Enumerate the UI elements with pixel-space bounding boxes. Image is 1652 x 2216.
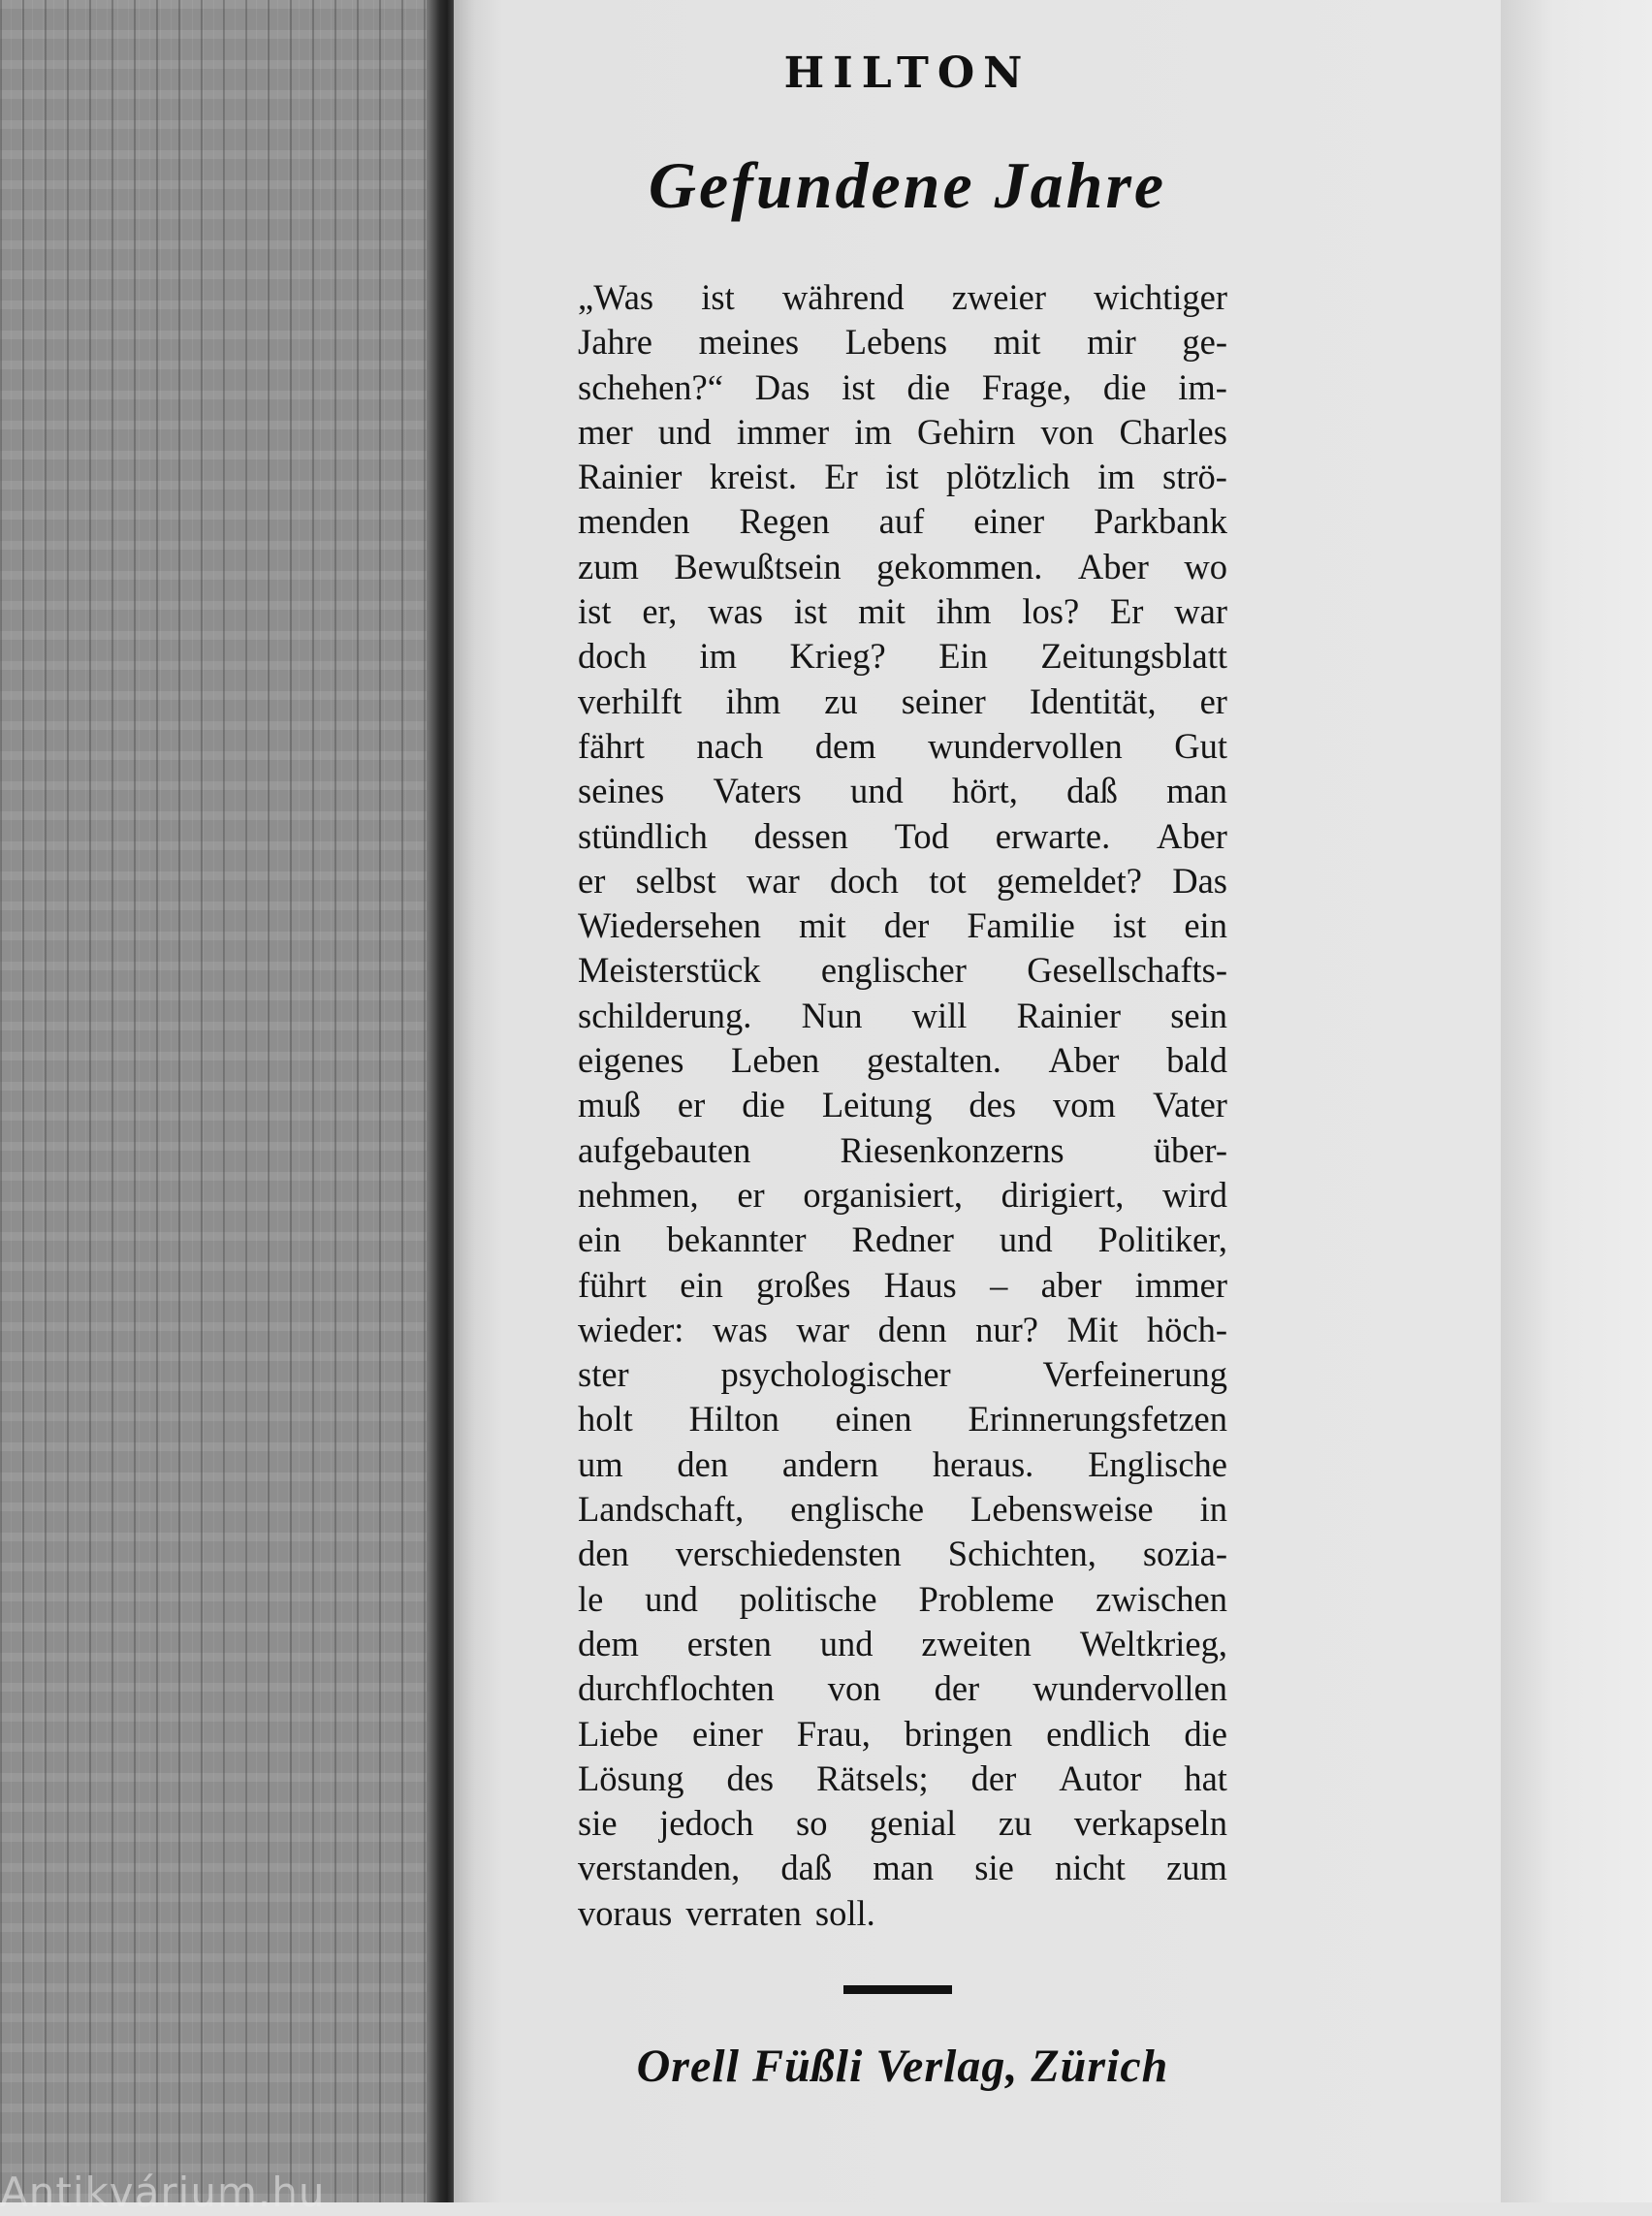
blurb-line: schehen?“ Das ist die Frage, die im- — [578, 366, 1227, 407]
blurb-line: Landschaft, englische Lebensweise in — [578, 1489, 1227, 1530]
blurb-line: muß er die Leitung des vom Vater — [578, 1085, 1227, 1125]
blurb-line: Liebe einer Frau, bringen endlich die — [578, 1713, 1227, 1754]
blurb-line: voraus verraten soll. — [578, 1892, 875, 1933]
blurb-line: menden Regen auf einer Parkbank — [578, 501, 1227, 542]
blurb-line: stündlich dessen Tod erwarte. Aber — [578, 815, 1227, 856]
blurb-line: Wiedersehen mit der Familie ist ein — [578, 905, 1227, 946]
blurb-line: Jahre meines Lebens mit mir ge- — [578, 322, 1227, 363]
blurb-line: „Was ist während zweier wichtiger — [578, 277, 1227, 317]
blurb-line: durchflochten von der wundervollen — [578, 1668, 1227, 1709]
blurb-line: Rainier kreist. Er ist plötzlich im strö- — [578, 457, 1227, 497]
blurb-line: er selbst war doch tot gemeldet? Das — [578, 860, 1227, 901]
blurb-line: Meisterstück englischer Gesellschafts- — [578, 950, 1227, 991]
blurb-line: verhilft ihm zu seiner Identität, er — [578, 681, 1227, 721]
book-cover — [0, 0, 451, 2202]
divider-rule — [843, 1985, 952, 1994]
blurb-line: doch im Krieg? Ein Zeitungsblatt — [578, 636, 1227, 677]
blurb-line: führt ein großes Haus – aber immer — [578, 1264, 1227, 1305]
blurb-line: um den andern heraus. Englische — [578, 1443, 1227, 1484]
blurb-line: sie jedoch so genial zu verkapseln — [578, 1803, 1227, 1844]
book-title: Gefundene Jahre — [648, 148, 1167, 222]
blurb-line: le und politische Probleme zwischen — [578, 1578, 1227, 1619]
watermark: Antikvárium.hu — [0, 2169, 326, 2216]
blurb-line: ein bekannter Redner und Politiker, — [578, 1219, 1227, 1260]
blurb-line: holt Hilton einen Erinnerungsfetzen — [578, 1399, 1227, 1440]
blurb-line: wieder: was war denn nur? Mit höch- — [578, 1309, 1227, 1349]
blurb-line: den verschiedensten Schichten, sozia- — [578, 1534, 1227, 1574]
cover-edge — [427, 0, 456, 2202]
blurb-line: fährt nach dem wundervollen Gut — [578, 725, 1227, 766]
publisher-line: Orell Füßli Verlag, Zürich — [636, 2041, 1169, 2092]
author-name: HILTON — [783, 48, 1032, 98]
blurb-line: ster psychologischer Verfeinerung — [578, 1354, 1227, 1395]
blurb-line: aufgebauten Riesenkonzerns über- — [578, 1129, 1227, 1170]
blurb-line: Lösung des Rätsels; der Autor hat — [578, 1757, 1227, 1798]
blurb-text — [578, 275, 1227, 1936]
blurb-line: nehmen, er organisiert, dirigiert, wird — [578, 1174, 1227, 1215]
blurb-line: eigenes Leben gestalten. Aber bald — [578, 1040, 1227, 1081]
flap-shadow — [1501, 0, 1652, 2202]
blurb-line: seines Vaters und hört, daß man — [578, 771, 1227, 811]
blurb-line: dem ersten und zweiten Weltkrieg, — [578, 1623, 1227, 1663]
blurb-line: ist er, was ist mit ihm los? Er war — [578, 591, 1227, 632]
blurb-line: verstanden, daß man sie nicht zum — [578, 1848, 1227, 1888]
blurb-line: mer und immer im Gehirn von Charles — [578, 411, 1227, 452]
blurb-line: schilderung. Nun will Rainier sein — [578, 995, 1227, 1035]
blurb-line: zum Bewußtsein gekommen. Aber wo — [578, 546, 1227, 586]
